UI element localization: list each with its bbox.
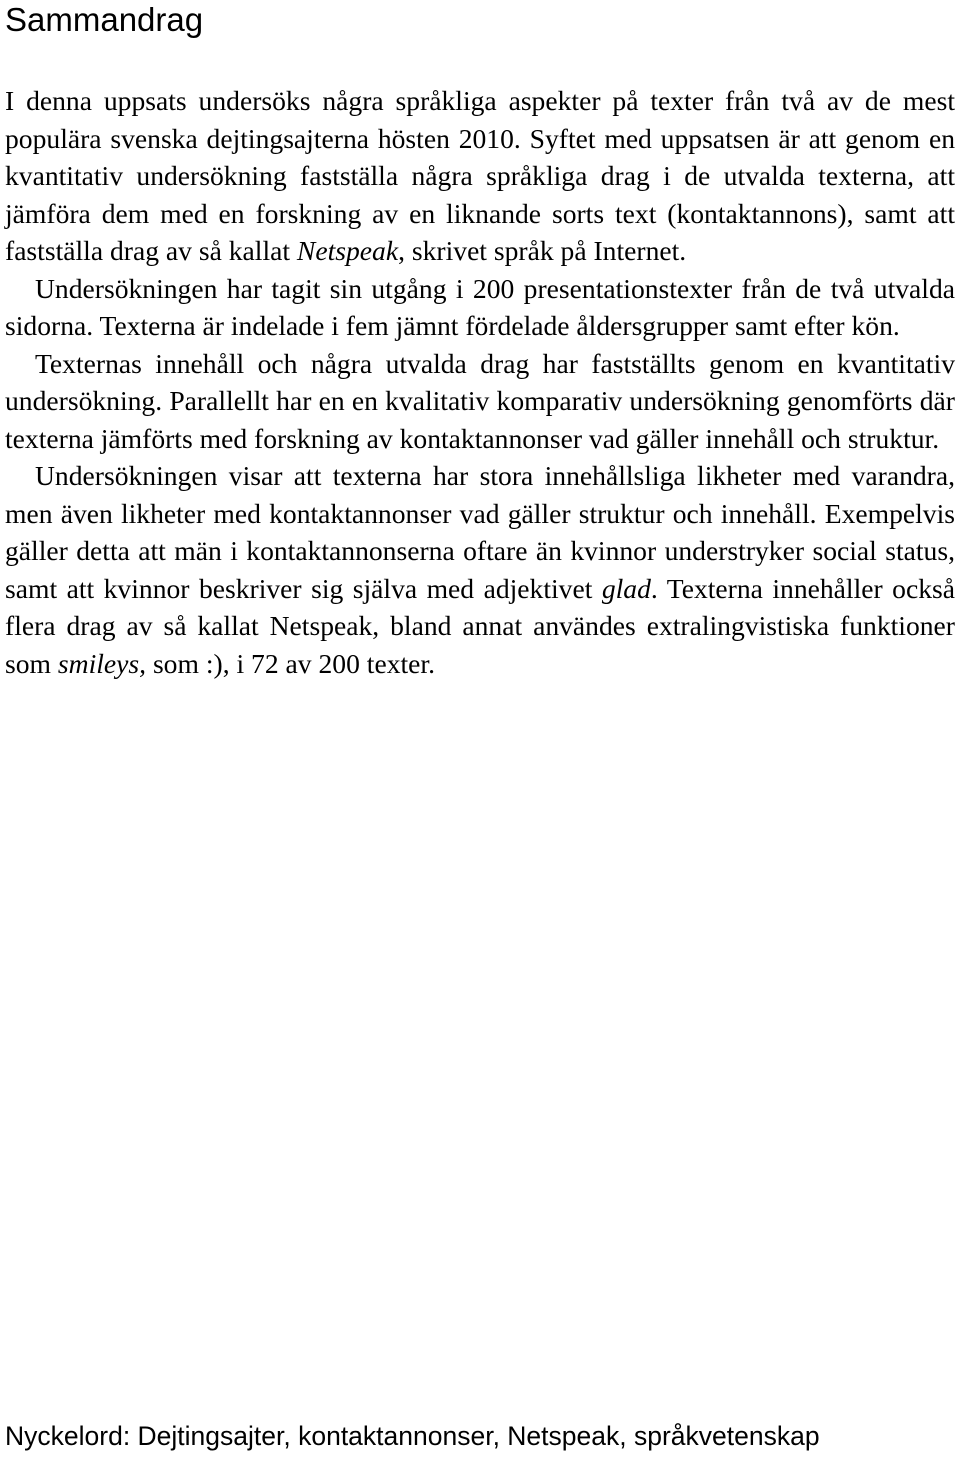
paragraph-text: Undersökningen har tagit sin utgång i 200 presentationstexter från de två utvalda sidorna. Texterna är indelade i fem jämnt fördelade åldersgrupper samt efter kön. <box>5 272 955 341</box>
paragraph-intro <box>5 82 955 270</box>
abstract-body <box>5 82 955 682</box>
paragraph-text: Undersökningen visar att texterna har stora innehållsliga likheter med varandra, men även likheter med kontaktannonser vad gäller struktur och innehåll. Exempelvis gäller detta att män i kontaktannonserna oftare än kvinnor understryker social status, samt att kvinnor beskriver sig själva med adjektivet <box>5 460 955 604</box>
paragraph-text: Texternas innehåll och några utvalda drag har fastställts genom en kvantitativ undersökning. Parallellt har en en kvalitativ komparativ undersökning genomförts där texterna jämförts med forskning av kontaktannonser vad gäller innehåll och struktur. <box>5 347 955 454</box>
paragraph-method <box>5 270 955 345</box>
keywords-line: Nyckelord: Dejtingsajter, kontaktannonser, Netspeak, språkvetenskap <box>5 1421 820 1451</box>
paragraph-text: . Texterna innehåller också flera drag av så kallat Netspeak, bland annat användes extralingvistiska funktioner som <box>5 572 955 679</box>
term-glad: glad <box>601 572 651 604</box>
term-smileys: smileys, <box>57 647 147 679</box>
paragraph-text: , skrivet språk på Internet. <box>398 235 687 266</box>
paragraph-text: I denna uppsats undersöks några språkliga aspekter på texter från två av de mest populära svenska dejtingsajterna hösten 2010. Syftet med uppsatsen är att genom en kvantitativ undersökning fastställa några språkliga drag i de utvalda texterna, att jämföra dem med en forskning av en liknande sorts text (kontaktannons), samt att fastställa drag av så kallat <box>5 85 955 266</box>
paragraph-text: som :), i 72 av 200 texter. <box>146 647 435 679</box>
term-netspeak: Netspeak <box>296 235 399 266</box>
paragraph-analysis <box>5 345 955 458</box>
paragraph-results <box>5 457 955 682</box>
page-title: Sammandrag <box>5 1 204 38</box>
